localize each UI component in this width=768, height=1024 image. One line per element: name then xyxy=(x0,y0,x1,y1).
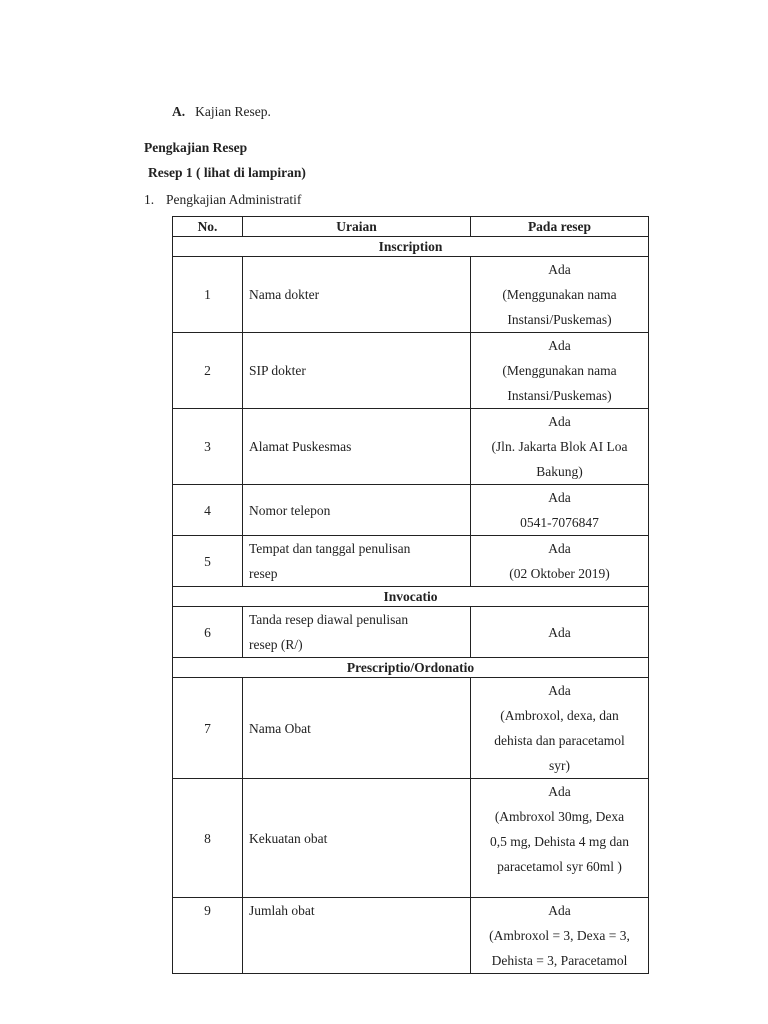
row-uraian: Kekuatan obat xyxy=(243,779,471,898)
table-row xyxy=(173,257,649,333)
section-title: Kajian Resep. xyxy=(195,104,271,119)
administrative-table xyxy=(172,216,649,974)
table-row xyxy=(173,536,649,587)
section-row xyxy=(173,587,649,607)
row-value: Ada 0541-7076847 xyxy=(471,485,649,536)
table-row xyxy=(173,898,649,974)
row-value: Ada (02 Oktober 2019) xyxy=(471,536,649,587)
row-value: Ada (Menggunakan nama Instansi/Puskemas) xyxy=(471,333,649,409)
row-value: Ada (Ambroxol, dexa, dan dehista dan paracetamol syr) xyxy=(471,678,649,779)
row-number: 8 xyxy=(173,779,243,898)
table-row xyxy=(173,409,649,485)
header-no: No. xyxy=(173,217,243,237)
list-label: Pengkajian Administratif xyxy=(166,192,302,207)
row-value: Ada (Menggunakan nama Instansi/Puskemas) xyxy=(471,257,649,333)
row-uraian: Alamat Puskesmas xyxy=(243,409,471,485)
row-number: 5 xyxy=(173,536,243,587)
row-number: 3 xyxy=(173,409,243,485)
table-row xyxy=(173,607,649,658)
row-value: Ada xyxy=(471,607,649,658)
header-uraian: Uraian xyxy=(243,217,471,237)
row-number: 7 xyxy=(173,678,243,779)
row-value: Ada (Ambroxol = 3, Dexa = 3, Dehista = 3, Paracetamol xyxy=(471,898,649,974)
section-heading xyxy=(172,104,271,120)
recipe-label: Resep 1 ( lihat di lampiran) xyxy=(148,165,306,180)
table-row xyxy=(173,779,649,898)
table-row xyxy=(173,333,649,409)
row-value: Ada (Jln. Jakarta Blok AI Loa Bakung) xyxy=(471,409,649,485)
table-row xyxy=(173,678,649,779)
row-number: 1 xyxy=(173,257,243,333)
row-value: Ada (Ambroxol 30mg, Dexa 0,5 mg, Dehista 4 mg dan paracetamol syr 60ml ) xyxy=(471,779,649,898)
section-inscription: Inscription xyxy=(173,237,649,257)
section-prescriptio: Prescriptio/Ordonatio xyxy=(173,658,649,678)
section-invocatio: Invocatio xyxy=(173,587,649,607)
row-number: 2 xyxy=(173,333,243,409)
row-uraian: Nomor telepon xyxy=(243,485,471,536)
table-header-row xyxy=(173,217,649,237)
row-number: 6 xyxy=(173,607,243,658)
row-uraian: Jumlah obat xyxy=(243,898,471,974)
row-uraian: Tempat dan tanggal penulisan resep xyxy=(243,536,471,587)
table-row xyxy=(173,485,649,536)
row-uraian: Nama Obat xyxy=(243,678,471,779)
list-number: 1. xyxy=(144,192,155,207)
row-uraian: Tanda resep diawal penulisan resep (R/) xyxy=(243,607,471,658)
section-letter: A. xyxy=(172,104,186,119)
row-uraian: Nama dokter xyxy=(243,257,471,333)
section-row xyxy=(173,658,649,678)
section-row xyxy=(173,237,649,257)
header-pada-resep: Pada resep xyxy=(471,217,649,237)
list-item xyxy=(144,192,301,208)
subtitle: Pengkajian Resep xyxy=(144,140,248,155)
row-uraian: SIP dokter xyxy=(243,333,471,409)
row-number: 9 xyxy=(173,898,243,974)
row-number: 4 xyxy=(173,485,243,536)
